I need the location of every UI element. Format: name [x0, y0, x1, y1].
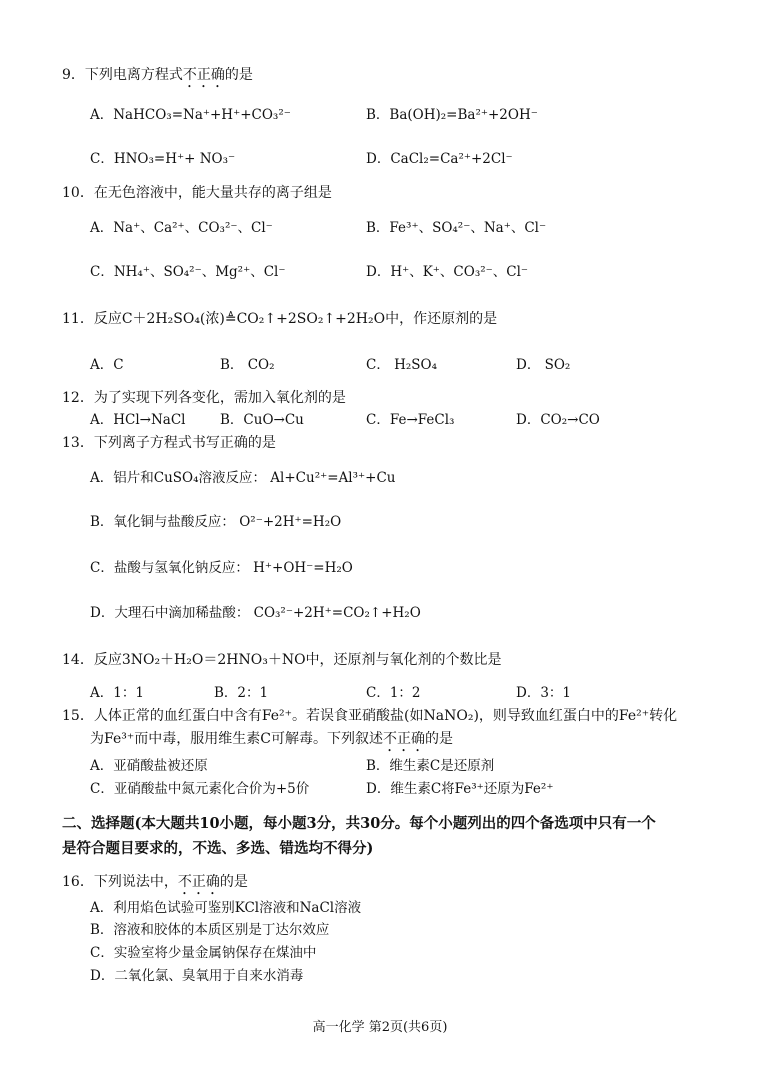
q9-option-d: D．CaCl₂=Ca²⁺+2Cl⁻	[366, 151, 513, 167]
emphasis-not-correct: 不正确	[177, 874, 220, 890]
q12-option-a: A．HCl→NaCl	[90, 412, 186, 428]
q13-option-a: A．铝片和CuSO₄溶液反应： Al+Cu²⁺=Al³⁺+Cu	[90, 470, 396, 486]
q10-option-d: D．H⁺、K⁺、CO₃²⁻、Cl⁻	[366, 264, 529, 280]
q16-option-c: C．实验室将少量金属钠保存在煤油中	[90, 945, 317, 961]
q16-option-b: B．溶液和胶体的本质区别是丁达尔效应	[90, 922, 330, 938]
q14-option-a: A．1：1	[90, 685, 144, 701]
question-11-stem: 11．反应C＋2H₂SO₄(浓)≜CO₂↑+2SO₂↑+2H₂O中，作还原剂的是	[62, 311, 498, 327]
q13-option-b: B．氧化铜与盐酸反应： O²⁻+2H⁺=H₂O	[90, 514, 342, 530]
q12-option-b: B．CuO→Cu	[220, 412, 304, 428]
page-footer: 高一化学 第2页(共6页)	[312, 1020, 448, 1035]
q12-option-c: C．Fe→FeCl₃	[366, 412, 455, 428]
q12-option-d: D．CO₂→CO	[516, 412, 600, 428]
question-10-stem: 10．在无色溶液中，能大量共存的离子组是	[62, 185, 332, 201]
question-14-stem: 14．反应3NO₂＋H₂O＝2HNO₃＋NO中，还原剂与氧化剂的个数比是	[62, 652, 502, 668]
q11-option-b: B． CO₂	[220, 357, 275, 373]
section-2-heading-line1: 二、选择题(本大题共10小题，每小题3分，共30分。每个小题列出的四个备选项中只有一个	[62, 815, 656, 832]
q9-option-a: A．NaHCO₃=Na⁺+H⁺+CO₃²⁻	[90, 107, 291, 123]
q9-option-c: C．HNO₃=H⁺+ NO₃⁻	[90, 151, 236, 167]
question-9-stem: 9．下列电离方程式不正确的是	[62, 67, 253, 83]
q16-option-d: D．二氧化氯、臭氧用于自来水消毒	[90, 968, 304, 984]
q13-option-d: D．大理石中滴加稀盐酸： CO₃²⁻+2H⁺=CO₂↑+H₂O	[90, 605, 421, 621]
question-16-stem: 16．下列说法中，不正确的是	[62, 874, 248, 890]
section-2-heading-line2: 是符合题目要求的，不选、多选、错选均不得分)	[62, 840, 374, 857]
question-13-stem: 13．下列离子方程式书写正确的是	[62, 435, 276, 451]
q11-option-a: A．C	[90, 357, 124, 373]
q9-option-b: B．Ba(OH)₂=Ba²⁺+2OH⁻	[366, 107, 538, 123]
q14-option-c: C．1：2	[366, 685, 421, 701]
q14-option-b: B．2：1	[214, 685, 269, 701]
question-15-stem-line1: 15．人体正常的血红蛋白中含有Fe²⁺。若误食亚硝酸盐(如NaNO₂)，则导致血红蛋白中的Fe²⁺转化	[62, 708, 678, 724]
q11-option-c: C． H₂SO₄	[366, 357, 438, 373]
emphasis-not-correct: 不正确	[182, 67, 225, 83]
question-12-stem: 12．为了实现下列各变化，需加入氧化剂的是	[62, 390, 346, 406]
q15-option-b: B．维生素C是还原剂	[366, 758, 495, 774]
q10-option-a: A．Na⁺、Ca²⁺、CO₃²⁻、Cl⁻	[90, 220, 273, 236]
q10-option-c: C．NH₄⁺、SO₄²⁻、Mg²⁺、Cl⁻	[90, 264, 286, 280]
q11-option-d: D． SO₂	[516, 357, 571, 373]
q15-option-a: A．亚硝酸盐被还原	[90, 758, 208, 774]
q15-option-d: D．维生素C将Fe³⁺还原为Fe²⁺	[366, 781, 554, 797]
emphasis-not-correct: 不正确	[382, 731, 425, 747]
q13-option-c: C．盐酸与氢氧化钠反应： H⁺+OH⁻=H₂O	[90, 560, 353, 576]
question-15-stem-line2: 为Fe³⁺而中毒，服用维生素C可解毒。下列叙述不正确的是	[90, 731, 453, 747]
q16-option-a: A．利用焰色试验可鉴别KCl溶液和NaCl溶液	[90, 900, 362, 916]
q14-option-d: D．3：1	[516, 685, 572, 701]
q10-option-b: B．Fe³⁺、SO₄²⁻、Na⁺、Cl⁻	[366, 220, 547, 236]
q15-option-c: C．亚硝酸盐中氮元素化合价为+5价	[90, 781, 310, 797]
